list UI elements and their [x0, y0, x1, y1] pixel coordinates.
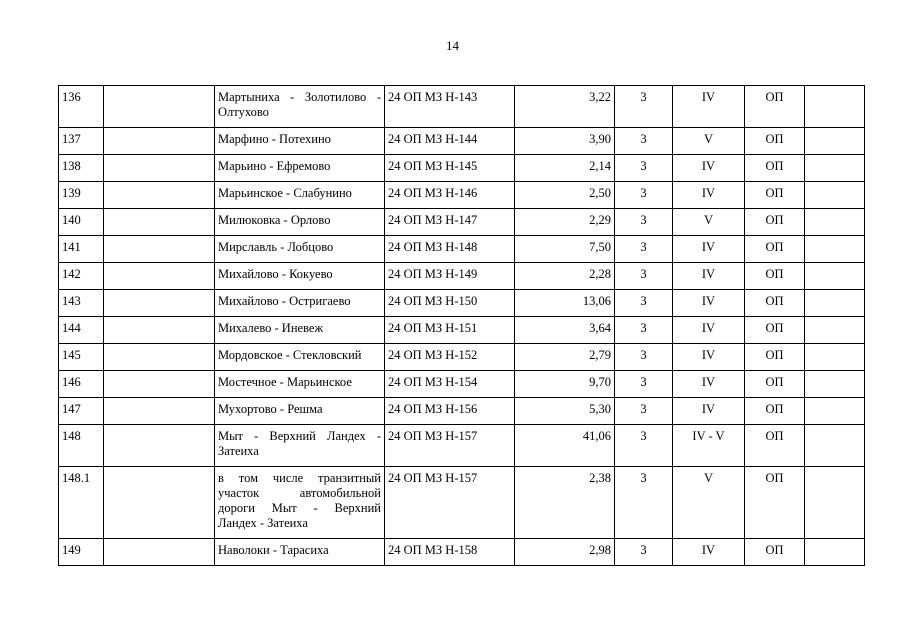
road-class: IV [673, 317, 745, 344]
road-id-code: 24 ОП МЗ Н-149 [385, 263, 515, 290]
road-significance: ОП [745, 236, 805, 263]
road-category: 3 [615, 182, 673, 209]
road-id-code: 24 ОП МЗ Н-157 [385, 467, 515, 539]
road-id-code: 24 ОП МЗ Н-147 [385, 209, 515, 236]
road-significance: ОП [745, 290, 805, 317]
table-row [59, 86, 865, 128]
road-id-code: 24 ОП МЗ Н-144 [385, 128, 515, 155]
road-class: IV [673, 263, 745, 290]
empty-cell [805, 128, 865, 155]
road-id-code: 24 ОП МЗ Н-148 [385, 236, 515, 263]
empty-cell [104, 236, 215, 263]
road-name: Мартыниха - Золотилово - Олтухово [215, 86, 385, 128]
road-category: 3 [615, 317, 673, 344]
table-row [59, 128, 865, 155]
road-id-code: 24 ОП МЗ Н-154 [385, 371, 515, 398]
empty-cell [104, 344, 215, 371]
empty-cell [805, 86, 865, 128]
road-significance: ОП [745, 371, 805, 398]
table-row [59, 263, 865, 290]
road-id-code: 24 ОП МЗ Н-145 [385, 155, 515, 182]
table-row [59, 317, 865, 344]
road-class: IV - V [673, 425, 745, 467]
road-id-code: 24 ОП МЗ Н-152 [385, 344, 515, 371]
road-id-code: 24 ОП МЗ Н-143 [385, 86, 515, 128]
road-category: 3 [615, 236, 673, 263]
row-number: 139 [59, 182, 104, 209]
road-category: 3 [615, 86, 673, 128]
row-number: 144 [59, 317, 104, 344]
road-name: в том числе транзитный участок автомобильной дороги Мыт - Верхний Ландех - Затеиха [215, 467, 385, 539]
table-row [59, 155, 865, 182]
road-name: Мордовское - Стекловский [215, 344, 385, 371]
road-length: 13,06 [515, 290, 615, 317]
road-category: 3 [615, 209, 673, 236]
road-id-code: 24 ОП МЗ Н-151 [385, 317, 515, 344]
road-category: 3 [615, 290, 673, 317]
road-category: 3 [615, 467, 673, 539]
road-category: 3 [615, 371, 673, 398]
road-class: V [673, 467, 745, 539]
road-class: V [673, 128, 745, 155]
row-number: 143 [59, 290, 104, 317]
road-significance: ОП [745, 425, 805, 467]
table-row [59, 236, 865, 263]
road-id-code: 24 ОП МЗ Н-156 [385, 398, 515, 425]
row-number: 146 [59, 371, 104, 398]
empty-cell [104, 128, 215, 155]
road-length: 2,28 [515, 263, 615, 290]
road-id-code: 24 ОП МЗ Н-157 [385, 425, 515, 467]
road-category: 3 [615, 155, 673, 182]
road-length: 2,79 [515, 344, 615, 371]
table-row [59, 290, 865, 317]
road-category: 3 [615, 425, 673, 467]
table-row [59, 371, 865, 398]
road-name: Михайлово - Остригаево [215, 290, 385, 317]
road-class: V [673, 209, 745, 236]
empty-cell [805, 425, 865, 467]
road-class: IV [673, 86, 745, 128]
empty-cell [104, 467, 215, 539]
road-length: 7,50 [515, 236, 615, 263]
empty-cell [805, 344, 865, 371]
empty-cell [805, 317, 865, 344]
road-significance: ОП [745, 344, 805, 371]
road-length: 2,29 [515, 209, 615, 236]
road-class: IV [673, 155, 745, 182]
road-name: Мухортово - Решма [215, 398, 385, 425]
empty-cell [104, 182, 215, 209]
road-category: 3 [615, 344, 673, 371]
table-row [59, 344, 865, 371]
row-number: 136 [59, 86, 104, 128]
road-name: Мостечное - Марьинское [215, 371, 385, 398]
empty-cell [104, 398, 215, 425]
road-name: Мирславль - Лобцово [215, 236, 385, 263]
empty-cell [104, 425, 215, 467]
road-name: Милюковка - Орлово [215, 209, 385, 236]
road-length: 2,38 [515, 467, 615, 539]
road-class: IV [673, 539, 745, 566]
table-row [59, 539, 865, 566]
table-body [59, 86, 865, 566]
empty-cell [805, 371, 865, 398]
empty-cell [805, 290, 865, 317]
road-significance: ОП [745, 398, 805, 425]
roads-table [58, 85, 865, 566]
empty-cell [104, 539, 215, 566]
road-length: 41,06 [515, 425, 615, 467]
table-row [59, 182, 865, 209]
road-length: 9,70 [515, 371, 615, 398]
road-category: 3 [615, 539, 673, 566]
row-number: 149 [59, 539, 104, 566]
row-number: 142 [59, 263, 104, 290]
road-significance: ОП [745, 263, 805, 290]
road-class: IV [673, 371, 745, 398]
table-row [59, 467, 865, 539]
road-class: IV [673, 344, 745, 371]
road-length: 3,90 [515, 128, 615, 155]
road-significance: ОП [745, 209, 805, 236]
road-name: Михалево - Иневеж [215, 317, 385, 344]
road-name: Марфино - Потехино [215, 128, 385, 155]
row-number: 137 [59, 128, 104, 155]
row-number: 140 [59, 209, 104, 236]
road-class: IV [673, 398, 745, 425]
empty-cell [104, 317, 215, 344]
road-name: Наволоки - Тарасиха [215, 539, 385, 566]
road-significance: ОП [745, 317, 805, 344]
road-name: Мыт - Верхний Ландех - Затеиха [215, 425, 385, 467]
road-class: IV [673, 182, 745, 209]
empty-cell [104, 155, 215, 182]
empty-cell [104, 371, 215, 398]
row-number: 148 [59, 425, 104, 467]
empty-cell [805, 209, 865, 236]
empty-cell [805, 155, 865, 182]
road-id-code: 24 ОП МЗ Н-158 [385, 539, 515, 566]
road-significance: ОП [745, 128, 805, 155]
road-significance: ОП [745, 467, 805, 539]
road-length: 2,14 [515, 155, 615, 182]
road-class: IV [673, 236, 745, 263]
row-number: 141 [59, 236, 104, 263]
empty-cell [805, 263, 865, 290]
road-class: IV [673, 290, 745, 317]
page-number: 14 [446, 38, 459, 53]
road-length: 3,64 [515, 317, 615, 344]
table-row [59, 398, 865, 425]
road-id-code: 24 ОП МЗ Н-150 [385, 290, 515, 317]
road-length: 2,50 [515, 182, 615, 209]
empty-cell [104, 263, 215, 290]
road-category: 3 [615, 128, 673, 155]
empty-cell [805, 467, 865, 539]
row-number: 145 [59, 344, 104, 371]
table-row [59, 425, 865, 467]
empty-cell [104, 290, 215, 317]
empty-cell [104, 209, 215, 236]
row-number: 147 [59, 398, 104, 425]
road-significance: ОП [745, 155, 805, 182]
road-id-code: 24 ОП МЗ Н-146 [385, 182, 515, 209]
road-category: 3 [615, 398, 673, 425]
empty-cell [805, 182, 865, 209]
empty-cell [805, 539, 865, 566]
row-number: 138 [59, 155, 104, 182]
road-significance: ОП [745, 86, 805, 128]
road-length: 5,30 [515, 398, 615, 425]
empty-cell [805, 398, 865, 425]
table-row [59, 209, 865, 236]
road-category: 3 [615, 263, 673, 290]
road-significance: ОП [745, 182, 805, 209]
road-significance: ОП [745, 539, 805, 566]
road-name: Михайлово - Кокуево [215, 263, 385, 290]
empty-cell [805, 236, 865, 263]
road-length: 2,98 [515, 539, 615, 566]
empty-cell [104, 86, 215, 128]
row-number: 148.1 [59, 467, 104, 539]
road-name: Марьинское - Слабунино [215, 182, 385, 209]
road-name: Марьино - Ефремово [215, 155, 385, 182]
road-length: 3,22 [515, 86, 615, 128]
